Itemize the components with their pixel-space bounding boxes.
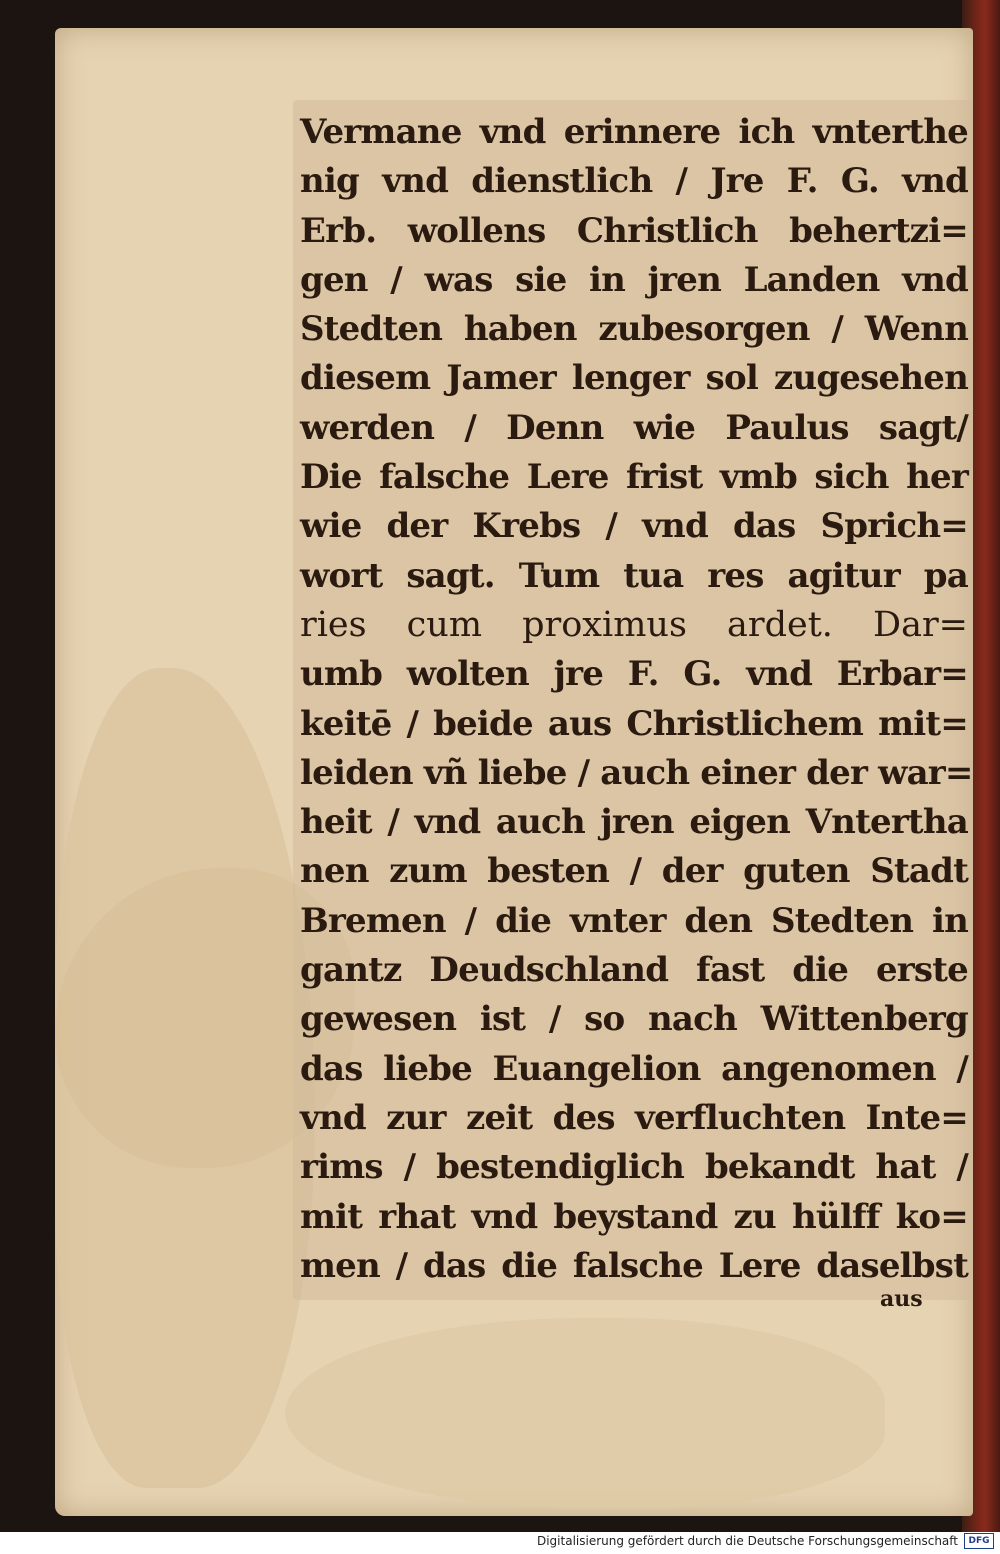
- text-line: wie der Krebs / vnd das Sprich=: [300, 506, 968, 547]
- dfg-logo-icon: DFG: [964, 1533, 994, 1549]
- text-line: Erb. wollens Christlich behertzi=: [300, 210, 968, 251]
- text-line: nen zum besten / der guten Stadt: [300, 851, 968, 892]
- text-line: gantz Deudschland fast die erste: [300, 950, 968, 991]
- text-line: diesem Jamer lenger sol zugesehen: [300, 358, 968, 399]
- funding-credit: [537, 1530, 994, 1552]
- text-line: vnd zur zeit des verfluchten Inte=: [300, 1097, 968, 1138]
- text-line: das liebe Euangelion angenomen /: [300, 1048, 968, 1089]
- text-line: Stedten haben zubesorgen / Wenn: [300, 309, 968, 350]
- text-line: Vermane vnd erinnere ich vnterthe: [300, 112, 968, 152]
- text-line: leiden vñ liebe / auch einer der war=: [300, 752, 973, 793]
- text-line: heit / vnd auch jren eigen Vntertha: [300, 802, 968, 843]
- text-line: gewesen ist / so nach Wittenberg: [300, 999, 968, 1040]
- text-line: keitē / beide aus Christlichem mit=: [300, 703, 968, 744]
- text-line: Die falsche Lere frist vmb sich her: [300, 457, 968, 498]
- text-line: rims / bestendiglich bekandt hat /: [300, 1147, 968, 1188]
- page-text: [300, 108, 973, 1291]
- text-line: umb wolten jre F. G. vnd Erbar=: [300, 654, 968, 695]
- text-line: Bremen / die vnter den Stedten in: [300, 900, 968, 941]
- text-line: nig vnd dienstlich / Jre F. G. vnd: [300, 161, 968, 202]
- text-line: mit rhat vnd beystand zu hülff ko=: [300, 1196, 968, 1237]
- text-line: men / das die falsche Lere daselbst: [300, 1245, 968, 1286]
- water-stain: [285, 1318, 885, 1508]
- catchword: aus: [880, 1286, 923, 1312]
- text-line: ries cum proximus ardet. Dar=: [300, 604, 968, 645]
- text-line: werden / Denn wie Paulus sagt/: [300, 407, 968, 448]
- text-line: wort sagt. Tum tua res agitur pa: [300, 555, 968, 596]
- credit-text: Digitalisierung gefördert durch die Deutsche Forschungsgemeinschaft: [536, 1534, 958, 1548]
- text-line: gen / was sie in jren Landen vnd: [300, 259, 968, 300]
